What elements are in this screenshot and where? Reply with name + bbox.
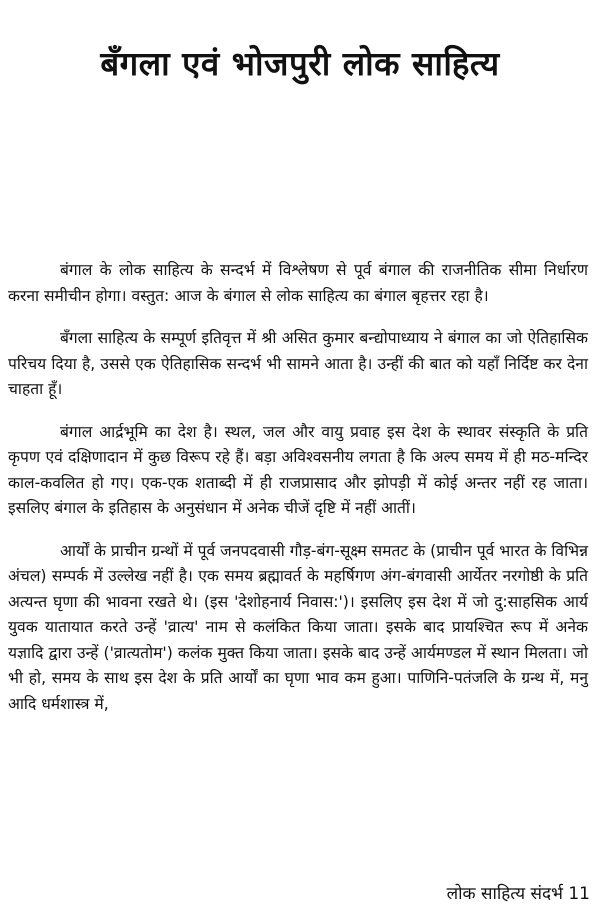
paragraph-3: बंगाल आर्द्रभूमि का देश है। स्थल, जल और वायु प्रवाह इस देश के स्थावर संस्कृति के प्रति कृपण एवं दक्षिणादान में कुछ विरूप रहे हैं। बड़ा अविश्वसनीय लगता है कि अल्प समय में ही मठ-मन्दिर काल-कवलित हो गए। एक-एक शताब्दी में ही राजप्रासाद और झोपड़ी में कोई अन्तर नहीं रह जाता। इसलिए बंगाल के इतिहास के अनुसंधान में अनेक चीजें दृष्टि में नहीं आतीं। [8, 422, 588, 517]
paragraph-1: बंगाल के लोक साहित्य के सन्दर्भ में विश्लेषण से पूर्व बंगाल की राजनीतिक सीमा निर्धारण करना समीचीन होगा। वस्तुत: आज के बंगाल से लोक साहित्य का बंगाल बृहत्तर रहा है। [8, 261, 588, 305]
paragraph-2: बँगला साहित्य के सम्पूर्ण इतिवृत्त में श्री असित कुमार बन्द्योपाध्याय ने बंगाल का जो ऐतिहासिक परिचय दिया है, उससे एक ऐतिहासिक सन्दर्भ भी सामने आता है। उन्हीं की बात को यहाँ निर्दिष्ट कर देना चाहता हूँ। [8, 329, 588, 398]
body-text [8, 258, 588, 734]
page-title: बँगला एवं भोजपुरी लोक साहित्य [100, 44, 500, 84]
paragraph-4: आर्यों के प्राचीन ग्रन्थों में पूर्व जनपदवासी गौड़-बंग-सूक्ष्म समतट के (प्राचीन पूर्व भारत के विभिन्न अंचल) सम्पर्क में उल्लेख नहीं है। एक समय ब्रह्मावर्त के महर्षिगण अंग-बंगवासी आर्येतर नरगोष्ठी के प्रति अत्यन्त घृणा की भावना रखते थे। (इस 'देशोहनार्य निवास:')। इसलिए इस देश में जो दु:साहसिक आर्य युवक यातायात करते उन्हें 'व्रात्य' नाम से कलंकित किया जाता। इसके बाद प्रायश्चित रूप में अनेक यज्ञादि द्वारा उन्हें ('व्रात्यतोम') कलंक मुक्त किया जाता। इसके बाद उन्हें आर्यमण्डल में स्थान मिलता। जो भी हो, समय के साथ इस देश के प्रति आर्यों का घृणा भाव कम हुआ। पाणिनि-पतंजलि के ग्रन्थ में, मनु आदि धर्मशास्त्र में, [8, 541, 588, 713]
page-footer: लोक साहित्य संदर्भ 11 [446, 884, 590, 904]
